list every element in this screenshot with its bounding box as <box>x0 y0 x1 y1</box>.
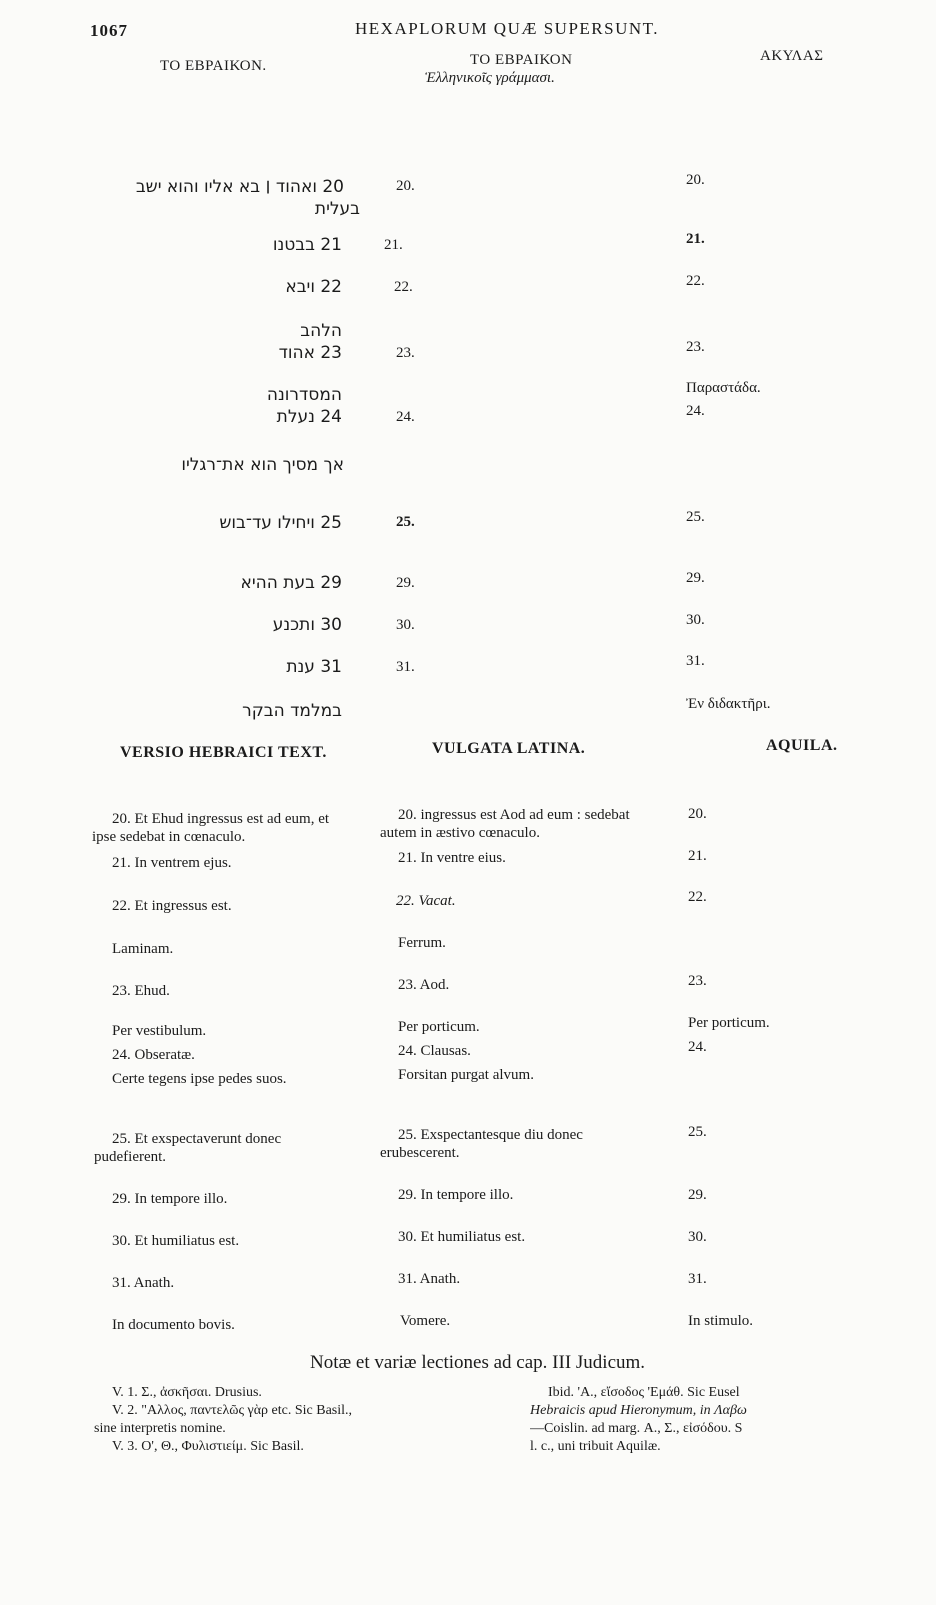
hexapla-verse: 21. <box>384 237 403 253</box>
hexapla-verse: 31. <box>396 659 415 675</box>
column-header-greek-letters: ΤΟ ΕΒΡΑΙΚΟΝ <box>470 52 573 68</box>
aquila-line: 20. <box>688 806 707 822</box>
versio-line: Per vestibulum. <box>112 1023 207 1039</box>
aquila-verse: 23. <box>686 339 705 355</box>
aquila-line: In stimulo. <box>688 1313 754 1329</box>
column-header-hebrew: ΤΟ ΕΒΡΑΙΚΟΝ. <box>160 58 267 74</box>
note-line: Ibid. 'Α., εἴσοδος 'Εμάθ. Sic Eusel <box>548 1385 740 1400</box>
hebrew-line-cont: בעלית <box>314 199 360 219</box>
note-line: V. 3. Ο', Θ., Φυλιστιείμ. Sic Basil. <box>112 1439 304 1454</box>
hebrew-line: 29 בעת ההיא <box>240 573 342 593</box>
note-line: l. c., uni tribuit Aquilæ. <box>530 1439 661 1454</box>
versio-line: 29. In tempore illo. <box>112 1191 228 1207</box>
aquila-verse: 25. <box>686 509 705 525</box>
aquila-line: 29. <box>688 1187 707 1203</box>
aquila-line: 25. <box>688 1124 707 1140</box>
hexapla-verse: 29. <box>396 575 415 591</box>
vulgata-line: Per porticum. <box>398 1019 480 1035</box>
note-line: V. 1. Σ., ἀσκῆσαι. Drusius. <box>112 1385 262 1400</box>
aquila-greek-reading: Παραστάδα. <box>686 380 761 396</box>
note-line: sine interpretis nomine. <box>94 1421 226 1436</box>
vulgata-line: 21. In ventre eius. <box>398 850 506 866</box>
aquila-line: 30. <box>688 1229 707 1245</box>
hebrew-line: 23 אהוד <box>278 343 342 363</box>
hebrew-line: אך מסיך הוא את־רגליו <box>181 455 344 475</box>
aquila-greek-reading: Ἐν διδακτῆρι. <box>686 696 771 712</box>
hebrew-line: במלמד הבקר <box>242 701 342 721</box>
page-number: 1067 <box>90 21 128 40</box>
hexapla-verse: 25. <box>396 514 415 530</box>
hexapla-verse: 24. <box>396 409 415 425</box>
latin-header-vulgata: VULGATA LATINA. <box>432 740 586 757</box>
vulgata-line: 22. Vacat. <box>396 893 456 909</box>
vulgata-line: 25. Exspectantesque diu donec erubescerent. <box>380 1127 583 1161</box>
hexapla-verse: 23. <box>396 345 415 361</box>
versio-line: 31. Anath. <box>112 1275 175 1291</box>
aquila-verse: 31. <box>686 653 705 669</box>
vulgata-line: 24. Clausas. <box>398 1043 471 1059</box>
hebrew-line: המסדרונה <box>266 385 342 405</box>
vulgata-line: Vomere. <box>400 1313 451 1329</box>
hebrew-line: הלהב <box>300 321 342 341</box>
versio-line: 24. Obseratæ. <box>112 1047 195 1063</box>
vulgata-line: 20. ingressus est Aod ad eum : sedebat autem in æstivo cœnaculo. <box>380 807 630 841</box>
versio-line: Laminam. <box>112 941 174 957</box>
aquila-line: 23. <box>688 973 707 989</box>
note-line: V. 2. "Αλλος, παντελῶς γὰρ etc. Sic Basil., <box>112 1403 353 1418</box>
hexapla-verse: 20. <box>396 178 415 194</box>
aquila-line: Per porticum. <box>688 1015 770 1031</box>
versio-line: Certe tegens ipse pedes suos. <box>112 1071 287 1087</box>
hexapla-verse: 22. <box>394 279 413 295</box>
aquila-verse: 24. <box>686 403 705 419</box>
latin-header-aquila: AQUILA. <box>766 737 838 754</box>
versio-line: 21. In ventrem ejus. <box>112 855 232 871</box>
vulgata-line: 23. Aod. <box>398 977 450 993</box>
notes-title: Notæ et variæ lectiones ad cap. III Judicum. <box>310 1352 646 1373</box>
hebrew-line: 24 נעלת <box>276 407 342 427</box>
latin-header-versio: VERSIO HEBRAICI TEXT. <box>120 744 327 761</box>
hexapla-verse: 30. <box>396 617 415 633</box>
vulgata-line: 29. In tempore illo. <box>398 1187 514 1203</box>
hebrew-line: 30 ותכנע <box>272 615 342 635</box>
versio-line: 25. Et exspectaverunt donec pudefierent. <box>94 1131 282 1165</box>
aquila-verse: 29. <box>686 570 705 586</box>
hebrew-line: 25 ויחילו עד־בוש <box>219 513 342 533</box>
aquila-line: 22. <box>688 889 707 905</box>
running-title: HEXAPLORUM QUÆ SUPERSUNT. <box>355 19 660 38</box>
hebrew-line: 20 ואהוד ׀ בא אליו והוא ישב <box>135 177 344 197</box>
note-line: —Coislin. ad marg. Α., Σ., εἰσόδου. S <box>530 1421 743 1436</box>
hebrew-line: 22 ויבא <box>285 277 342 297</box>
vulgata-line: Ferrum. <box>398 935 446 951</box>
note-line: Hebraicis apud Hieronymum, in Λαβω <box>530 1403 747 1418</box>
column-subheader: Ἑλληνικοῖς γράμμασι. <box>425 70 555 86</box>
aquila-line: 31. <box>688 1271 707 1287</box>
versio-line: 22. Et ingressus est. <box>112 898 232 914</box>
versio-line: 30. Et humiliatus est. <box>112 1233 240 1249</box>
aquila-verse: 21. <box>686 231 705 247</box>
aquila-verse: 22. <box>686 273 705 289</box>
vulgata-line: 31. Anath. <box>398 1271 461 1287</box>
hebrew-line: 31 ענת <box>286 657 342 677</box>
hebrew-line: 21 בבטנו <box>272 235 342 255</box>
aquila-verse: 30. <box>686 612 705 628</box>
aquila-line: 24. <box>688 1039 707 1055</box>
versio-line: 20. Et Ehud ingressus est ad eum, et ipse sedebat in cœnaculo. <box>92 811 330 845</box>
aquila-line: 21. <box>688 848 707 864</box>
column-header-aquila-greek: ΑΚΥΛΑΣ <box>760 48 824 64</box>
vulgata-line: Forsitan purgat alvum. <box>398 1067 534 1083</box>
versio-line: In documento bovis. <box>112 1317 235 1333</box>
vulgata-line: 30. Et humiliatus est. <box>398 1229 526 1245</box>
aquila-verse: 20. <box>686 172 705 188</box>
versio-line: 23. Ehud. <box>112 983 170 999</box>
